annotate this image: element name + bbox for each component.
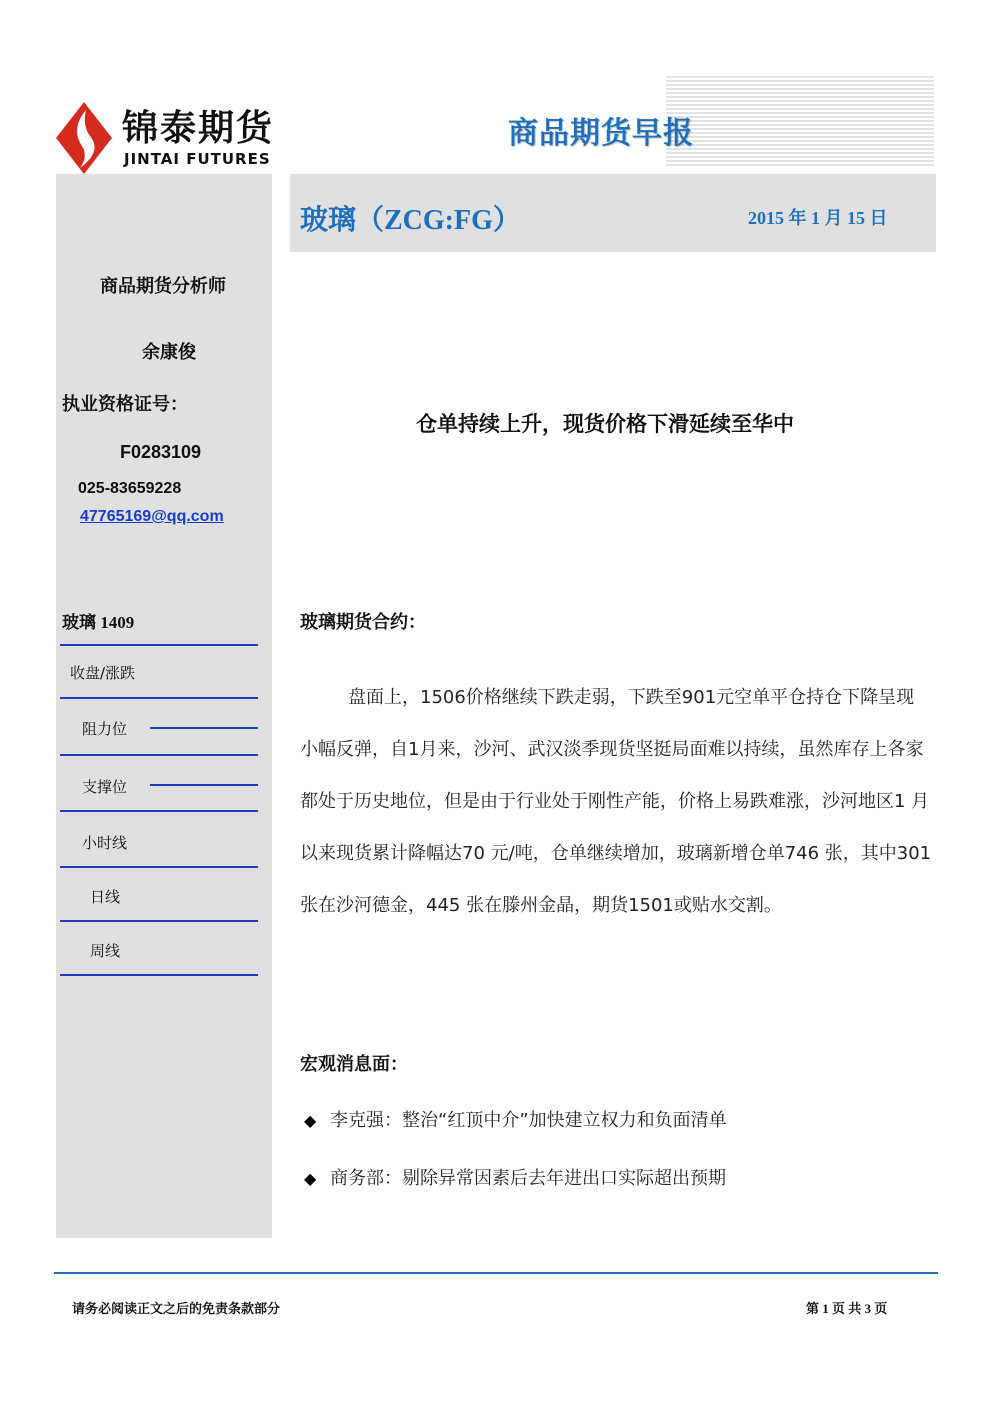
section-paragraph	[300, 672, 932, 932]
section-heading-contract: 玻璃期货合约：	[300, 612, 426, 633]
report-title: 商品期货早报	[508, 116, 694, 151]
contract-row-label: 小时线	[82, 834, 128, 852]
report-date: 2015 年 1 月 15 日	[748, 208, 888, 228]
contract-row-label: 支撑位	[82, 778, 128, 796]
contract-row-label: 周线	[90, 942, 121, 960]
section-heading-macro: 宏观消息面：	[300, 1054, 408, 1075]
analyst-email-link[interactable]: 47765169@qq.com	[80, 508, 224, 525]
headline: 仓单持续上升，现货价格下滑延续至华中	[416, 412, 794, 436]
contract-row-label: 收盘/涨跌	[70, 664, 136, 682]
contract-row-label: 日线	[90, 888, 121, 906]
footer-divider	[54, 1272, 938, 1274]
brand-name-en: JINTAI FUTURES	[124, 150, 271, 168]
page-number: 第 1 页 共 3 页	[806, 1301, 888, 1316]
sidebar	[56, 174, 272, 1238]
product-title: 玻璃（ZCG:FG）	[300, 205, 521, 236]
paragraph-text: 盘面上，1506价格继续下跌走弱，下跌至901元空单平仓持仓下降呈现小幅反弹，自1月来，沙河、武汉淡季现货坚挺局面难以持续，虽然库存上各家都处于历史地位，但是由于行业处于刚性产能，价格上易跌难涨，沙河地区1 月以来现货累计降幅达70 元/吨，仓单继续增加，玻璃新增仓单746 张，其中301 张在沙河德金，445 张在滕州金晶，期货1501或贴水交割。	[300, 687, 932, 916]
jintai-logo-icon	[56, 102, 112, 174]
news-bullet	[304, 1164, 726, 1190]
header-stripes	[666, 76, 934, 168]
contract-row-label: 阻力位	[82, 720, 128, 738]
analyst-role: 商品期货分析师	[100, 276, 226, 297]
news-text: 商务部：剔除异常因素后去年进出口实际超出预期	[330, 1168, 726, 1189]
diamond-bullet-icon: ◆	[304, 1111, 317, 1130]
license-number: F0283109	[120, 442, 202, 462]
analyst-phone: 025-83659228	[78, 480, 182, 497]
brand-name-cn: 锦泰期货	[122, 108, 275, 149]
diamond-bullet-icon: ◆	[304, 1169, 317, 1188]
license-label: 执业资格证号：	[62, 394, 188, 415]
news-text: 李克强：整治“红顶中介”加快建立权力和负面清单	[330, 1110, 727, 1131]
contract-panel-title: 玻璃 1409	[62, 613, 135, 632]
footer-disclaimer: 请务必阅读正文之后的免责条款部分	[72, 1302, 281, 1317]
title-bar	[290, 174, 936, 252]
news-bullet	[304, 1106, 727, 1132]
analyst-name: 余康俊	[142, 342, 196, 363]
brand-logo	[56, 98, 286, 176]
